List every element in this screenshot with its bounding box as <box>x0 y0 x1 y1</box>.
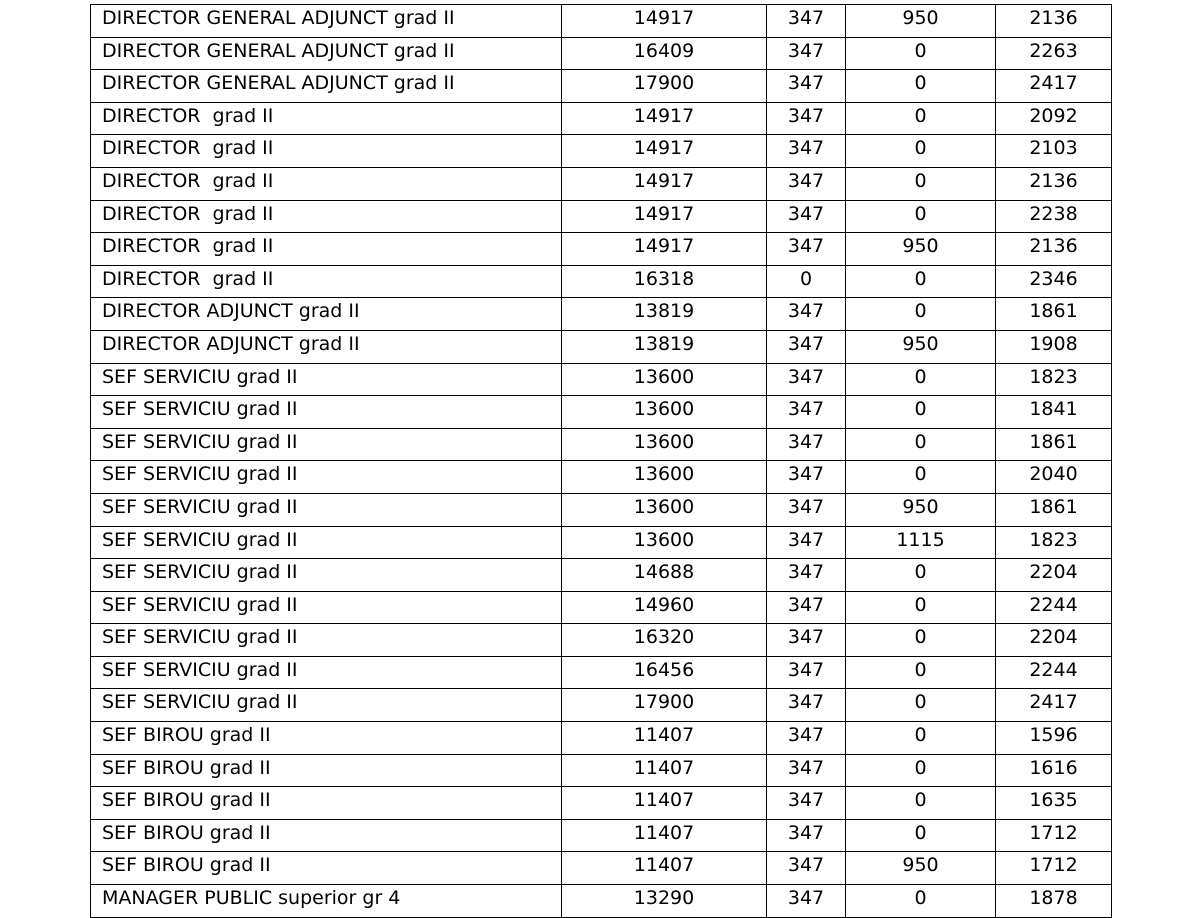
cell-functie: SEF SERVICIU grad II <box>91 559 562 592</box>
cell-col-4: 1861 <box>996 493 1112 526</box>
cell-col-4: 2417 <box>996 689 1112 722</box>
cell-col-3: 0 <box>846 591 996 624</box>
cell-col-3: 0 <box>846 298 996 331</box>
cell-functie: SEF SERVICIU grad II <box>91 363 562 396</box>
table-row <box>91 787 1112 820</box>
salary-table <box>90 4 1112 918</box>
cell-col-1: 11407 <box>562 722 767 755</box>
cell-col-1: 13600 <box>562 526 767 559</box>
cell-col-2: 347 <box>767 787 846 820</box>
cell-col-4: 2136 <box>996 233 1112 266</box>
cell-col-2: 347 <box>767 5 846 38</box>
cell-col-4: 1823 <box>996 363 1112 396</box>
cell-col-3: 0 <box>846 265 996 298</box>
table-row <box>91 200 1112 233</box>
cell-col-1: 16320 <box>562 624 767 657</box>
cell-col-4: 1861 <box>996 428 1112 461</box>
salary-table-page <box>90 4 1111 918</box>
cell-col-2: 347 <box>767 135 846 168</box>
cell-col-3: 950 <box>846 852 996 885</box>
cell-col-2: 347 <box>767 363 846 396</box>
cell-col-1: 14917 <box>562 167 767 200</box>
cell-col-3: 0 <box>846 656 996 689</box>
table-row <box>91 135 1112 168</box>
cell-col-2: 347 <box>767 526 846 559</box>
cell-col-4: 1712 <box>996 852 1112 885</box>
table-row <box>91 559 1112 592</box>
table-row <box>91 722 1112 755</box>
cell-functie: SEF BIROU grad II <box>91 787 562 820</box>
cell-col-1: 14917 <box>562 102 767 135</box>
cell-col-3: 0 <box>846 461 996 494</box>
cell-col-3: 0 <box>846 167 996 200</box>
cell-col-2: 347 <box>767 461 846 494</box>
cell-col-1: 13819 <box>562 298 767 331</box>
cell-col-3: 0 <box>846 787 996 820</box>
table-row <box>91 396 1112 429</box>
cell-col-2: 347 <box>767 689 846 722</box>
cell-col-1: 13600 <box>562 461 767 494</box>
cell-col-1: 11407 <box>562 787 767 820</box>
cell-functie: MANAGER PUBLIC superior gr 4 <box>91 885 562 918</box>
cell-col-2: 347 <box>767 70 846 103</box>
cell-col-4: 1861 <box>996 298 1112 331</box>
cell-functie: DIRECTOR grad II <box>91 167 562 200</box>
cell-col-2: 347 <box>767 167 846 200</box>
table-row <box>91 754 1112 787</box>
cell-functie: SEF SERVICIU grad II <box>91 656 562 689</box>
cell-col-4: 2263 <box>996 37 1112 70</box>
table-row <box>91 265 1112 298</box>
cell-col-4: 2040 <box>996 461 1112 494</box>
cell-col-2: 347 <box>767 396 846 429</box>
cell-col-1: 13819 <box>562 330 767 363</box>
cell-col-4: 2136 <box>996 167 1112 200</box>
cell-col-3: 0 <box>846 396 996 429</box>
table-row <box>91 37 1112 70</box>
cell-col-2: 347 <box>767 722 846 755</box>
cell-col-1: 14917 <box>562 200 767 233</box>
cell-col-3: 950 <box>846 233 996 266</box>
cell-col-1: 16456 <box>562 656 767 689</box>
table-row <box>91 526 1112 559</box>
table-row <box>91 233 1112 266</box>
cell-col-4: 2346 <box>996 265 1112 298</box>
cell-col-1: 13600 <box>562 428 767 461</box>
cell-col-4: 2244 <box>996 591 1112 624</box>
cell-col-4: 1878 <box>996 885 1112 918</box>
table-row <box>91 885 1112 918</box>
cell-col-2: 347 <box>767 885 846 918</box>
cell-col-3: 0 <box>846 37 996 70</box>
cell-col-3: 0 <box>846 102 996 135</box>
cell-col-2: 347 <box>767 624 846 657</box>
cell-col-1: 16409 <box>562 37 767 70</box>
cell-col-1: 13600 <box>562 363 767 396</box>
cell-col-1: 16318 <box>562 265 767 298</box>
cell-functie: SEF BIROU grad II <box>91 819 562 852</box>
table-row <box>91 624 1112 657</box>
cell-col-4: 2238 <box>996 200 1112 233</box>
cell-col-1: 13600 <box>562 396 767 429</box>
cell-col-2: 347 <box>767 102 846 135</box>
cell-functie: DIRECTOR grad II <box>91 265 562 298</box>
cell-col-2: 347 <box>767 233 846 266</box>
cell-functie: DIRECTOR grad II <box>91 233 562 266</box>
cell-col-2: 347 <box>767 428 846 461</box>
cell-col-3: 0 <box>846 722 996 755</box>
cell-col-2: 0 <box>767 265 846 298</box>
cell-col-1: 14917 <box>562 135 767 168</box>
cell-col-4: 1712 <box>996 819 1112 852</box>
cell-col-3: 0 <box>846 754 996 787</box>
cell-col-3: 950 <box>846 5 996 38</box>
table-row <box>91 461 1112 494</box>
cell-col-3: 950 <box>846 493 996 526</box>
cell-functie: DIRECTOR grad II <box>91 102 562 135</box>
table-row <box>91 656 1112 689</box>
cell-col-1: 13600 <box>562 493 767 526</box>
cell-col-1: 14917 <box>562 5 767 38</box>
cell-col-2: 347 <box>767 656 846 689</box>
cell-col-1: 17900 <box>562 70 767 103</box>
cell-functie: SEF SERVICIU grad II <box>91 396 562 429</box>
cell-col-4: 2204 <box>996 559 1112 592</box>
cell-col-4: 2244 <box>996 656 1112 689</box>
table-row <box>91 102 1112 135</box>
cell-col-3: 0 <box>846 624 996 657</box>
cell-col-2: 347 <box>767 754 846 787</box>
table-row <box>91 330 1112 363</box>
cell-col-2: 347 <box>767 330 846 363</box>
table-row <box>91 167 1112 200</box>
cell-functie: SEF BIROU grad II <box>91 852 562 885</box>
table-row <box>91 591 1112 624</box>
cell-col-2: 347 <box>767 852 846 885</box>
salary-table-body <box>91 5 1112 918</box>
cell-col-4: 1841 <box>996 396 1112 429</box>
cell-functie: SEF SERVICIU grad II <box>91 689 562 722</box>
cell-col-1: 14917 <box>562 233 767 266</box>
cell-functie: DIRECTOR GENERAL ADJUNCT grad II <box>91 5 562 38</box>
cell-functie: SEF SERVICIU grad II <box>91 461 562 494</box>
cell-col-2: 347 <box>767 591 846 624</box>
cell-col-1: 11407 <box>562 754 767 787</box>
cell-col-3: 0 <box>846 819 996 852</box>
table-row <box>91 5 1112 38</box>
cell-col-1: 14688 <box>562 559 767 592</box>
cell-col-3: 0 <box>846 689 996 722</box>
cell-col-4: 2103 <box>996 135 1112 168</box>
table-row <box>91 428 1112 461</box>
cell-col-2: 347 <box>767 493 846 526</box>
table-row <box>91 819 1112 852</box>
cell-col-3: 0 <box>846 428 996 461</box>
cell-col-1: 13290 <box>562 885 767 918</box>
table-row <box>91 363 1112 396</box>
cell-col-3: 0 <box>846 70 996 103</box>
cell-col-1: 17900 <box>562 689 767 722</box>
cell-functie: SEF BIROU grad II <box>91 722 562 755</box>
cell-col-4: 2204 <box>996 624 1112 657</box>
table-row <box>91 852 1112 885</box>
table-row <box>91 298 1112 331</box>
cell-functie: DIRECTOR GENERAL ADJUNCT grad II <box>91 70 562 103</box>
cell-col-3: 950 <box>846 330 996 363</box>
cell-functie: SEF SERVICIU grad II <box>91 493 562 526</box>
cell-col-4: 2136 <box>996 5 1112 38</box>
cell-functie: SEF SERVICIU grad II <box>91 591 562 624</box>
cell-functie: DIRECTOR ADJUNCT grad II <box>91 330 562 363</box>
cell-col-4: 1908 <box>996 330 1112 363</box>
cell-functie: DIRECTOR ADJUNCT grad II <box>91 298 562 331</box>
cell-col-3: 0 <box>846 200 996 233</box>
cell-functie: SEF SERVICIU grad II <box>91 624 562 657</box>
cell-functie: DIRECTOR grad II <box>91 200 562 233</box>
table-row <box>91 70 1112 103</box>
cell-functie: DIRECTOR grad II <box>91 135 562 168</box>
cell-col-2: 347 <box>767 819 846 852</box>
cell-functie: SEF SERVICIU grad II <box>91 526 562 559</box>
cell-col-4: 1635 <box>996 787 1112 820</box>
table-row <box>91 689 1112 722</box>
cell-col-3: 0 <box>846 135 996 168</box>
cell-functie: SEF BIROU grad II <box>91 754 562 787</box>
cell-functie: SEF SERVICIU grad II <box>91 428 562 461</box>
cell-functie: DIRECTOR GENERAL ADJUNCT grad II <box>91 37 562 70</box>
cell-col-3: 0 <box>846 885 996 918</box>
cell-col-4: 1823 <box>996 526 1112 559</box>
cell-col-1: 11407 <box>562 852 767 885</box>
cell-col-3: 0 <box>846 559 996 592</box>
cell-col-2: 347 <box>767 298 846 331</box>
cell-col-3: 0 <box>846 363 996 396</box>
cell-col-4: 2092 <box>996 102 1112 135</box>
table-row <box>91 493 1112 526</box>
cell-col-4: 2417 <box>996 70 1112 103</box>
cell-col-4: 1616 <box>996 754 1112 787</box>
cell-col-2: 347 <box>767 200 846 233</box>
cell-col-1: 14960 <box>562 591 767 624</box>
cell-col-2: 347 <box>767 559 846 592</box>
cell-col-3: 1115 <box>846 526 996 559</box>
cell-col-1: 11407 <box>562 819 767 852</box>
cell-col-2: 347 <box>767 37 846 70</box>
cell-col-4: 1596 <box>996 722 1112 755</box>
